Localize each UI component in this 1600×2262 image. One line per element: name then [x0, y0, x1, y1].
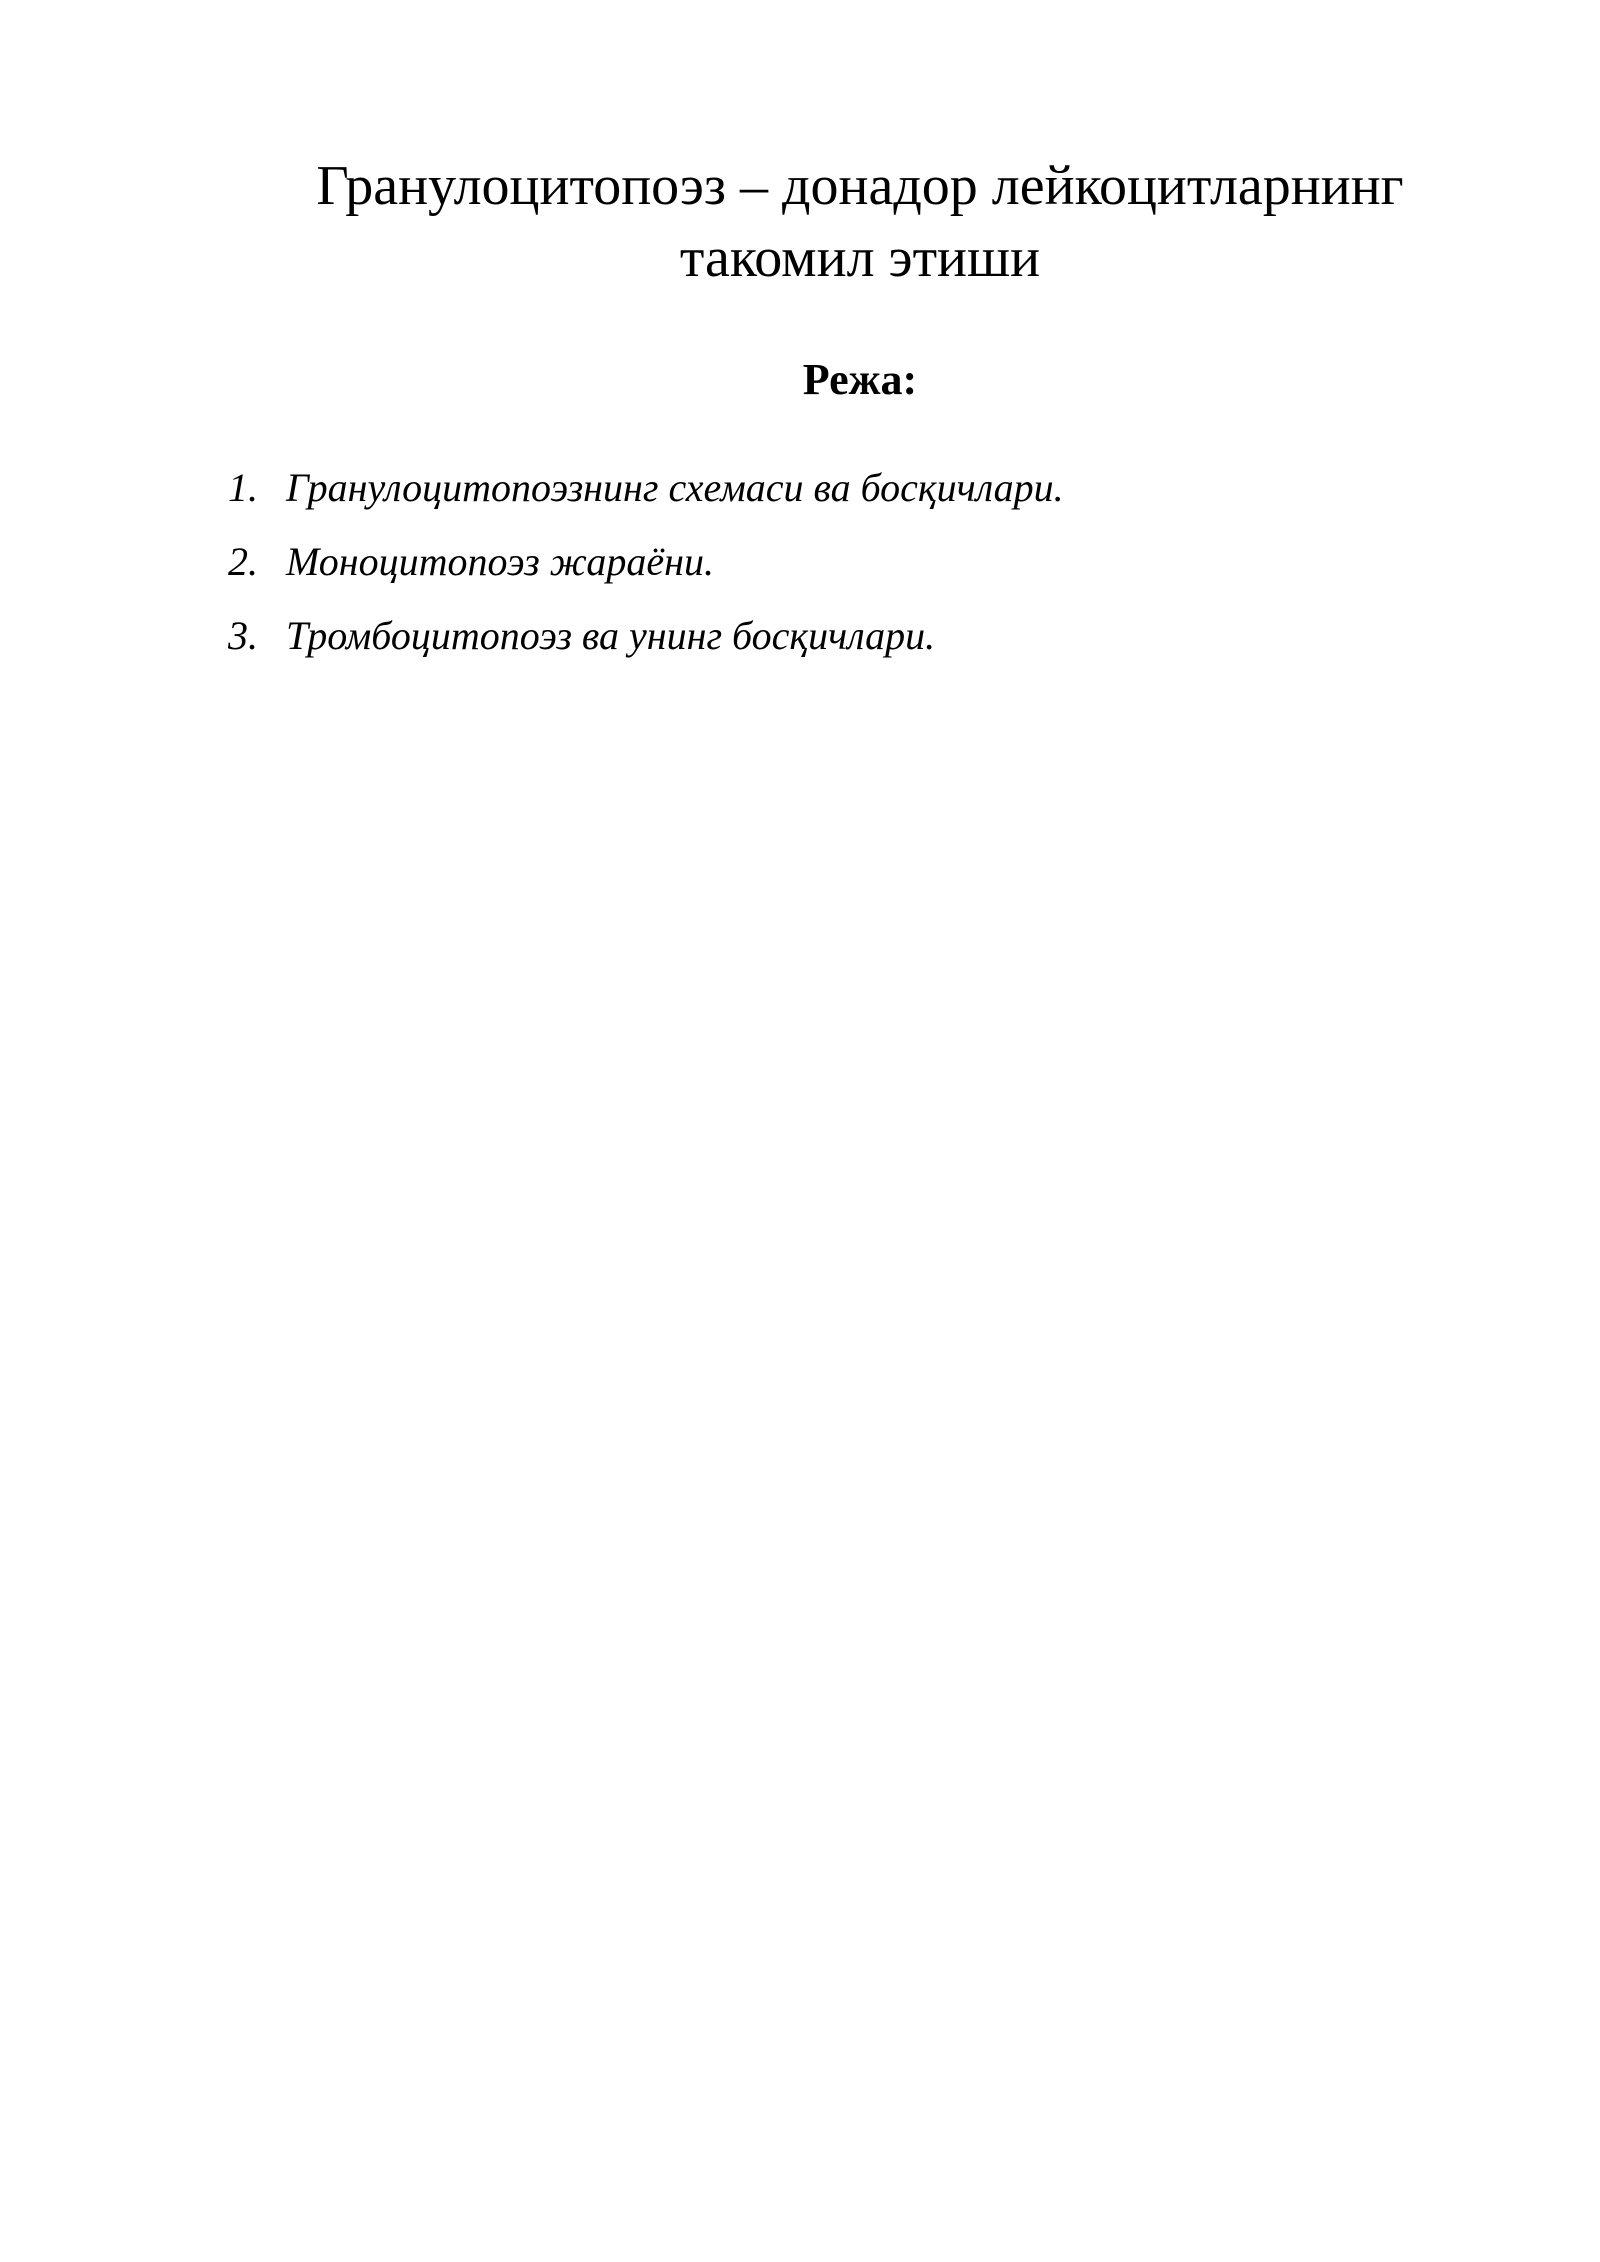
- plan-heading: Режа:: [802, 355, 918, 404]
- plan-item-text: Тромбоцитопоэз ва унинг босқичлари.: [286, 613, 936, 658]
- plan-item-3: [228, 610, 1428, 662]
- document-title-line-2: такомил этиши: [679, 227, 1041, 289]
- plan-item-number: 3.: [228, 613, 258, 658]
- plan-item-number: 2.: [228, 539, 258, 584]
- plan-item-text: Гранулоцитопоэзнинг схемаси ва босқичлари.: [286, 465, 1064, 510]
- plan-item-1: [228, 462, 1428, 514]
- document-title: [200, 150, 1520, 294]
- plan-item-number: 1.: [228, 465, 258, 510]
- document-title-line-1: Гранулоцитопоэз – донадор лейкоцитларнинг: [316, 155, 1404, 217]
- plan-item-text: Моноцитопоэз жараёни.: [286, 539, 714, 584]
- plan-item-2: [228, 536, 1428, 588]
- plan-list: [228, 462, 1428, 684]
